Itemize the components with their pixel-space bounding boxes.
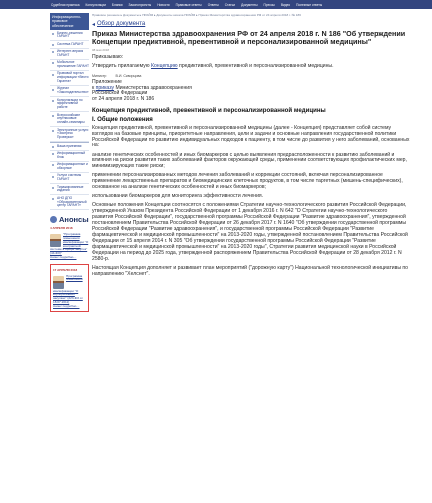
anons-title: Анонсы xyxy=(59,215,89,225)
topnav-item[interactable]: Бланки xyxy=(111,2,123,7)
sidebar-item[interactable]: Ваша приемная xyxy=(50,142,89,150)
back-link-label: Обзор документа xyxy=(97,21,146,27)
announcement-card xyxy=(50,264,89,312)
text-fragment: Министерства здравоохранения xyxy=(114,84,192,91)
paragraph: применении персонализированных методов лечения заболеваний и коррекции состояний, включая персонализированное применение лекарственных препаратов и биомедицинских клеточных продуктов, в том числе таргетных (мишень-специфических), основанное на анализе генетических особенностей и иных биомаркеров; xyxy=(92,172,403,191)
paragraph: Основные положения Концепции соотносятся с положениями Стратегии научно-технологического развития Российской Федерации, утвержденной Указом Президента Российской Федерации от 1 декабря 2016 г. N 642 "О Стратегии научно-технологического развития Российской Федерации", государственной программы Российской Федерации "Развитие здравоохранения", утвержденной постановлением Правительства Российской Федерации от 26 декабря 2017 г. N 1640 "Об утверждении государственной программы Российской Федерации "Развитие здравоохранения", и государственной программы Российской Федерации "Развитие фармацевтической и медицинской промышленности" на 2013-2020 годы, утвержденной постановлением Правительства Российской Федерации от 15 апреля 2014 г. N 305 "Об утверждении государственной программы Российской Федерации "Развитие фармацевтической и медицинской промышленности" на 2013-2020 годы", Стратегии развития медицинской науки в Российской Федерации на период до 2025 года, утвержденной распоряжением Правительства Российской Федерации от 28 декабря 2012 г. N 2580-р. xyxy=(92,202,408,262)
announcement-icon xyxy=(50,216,57,223)
left-sidebar xyxy=(50,13,89,312)
topnav-item[interactable]: Документы xyxy=(241,2,258,7)
top-navigation-bar xyxy=(0,0,432,9)
topnav-item[interactable]: Ответы xyxy=(207,2,219,7)
sidebar-item[interactable]: Интернет-версия ГАРАНТ xyxy=(50,49,89,60)
topnav-item[interactable]: Законопроекты xyxy=(128,2,152,7)
topnav-item[interactable]: Полезные ответы xyxy=(296,2,323,7)
signature-row xyxy=(92,74,410,78)
sidebar-item[interactable]: Услуги системы ГАРАНТ xyxy=(50,173,89,184)
topnav-item[interactable]: Консультации xyxy=(85,2,106,7)
announcement-link[interactable]: "Программа повышения квалификации "О контрактной системе в сфере закупок" (44-ФЗ)" xyxy=(50,232,89,256)
sidebar-item[interactable]: Консультации по эффективной работе xyxy=(50,97,89,112)
topnav-item[interactable]: Правовые ответы xyxy=(175,2,202,7)
topnav-item[interactable]: Судебная практика xyxy=(51,2,80,7)
order-word: Приказываю: xyxy=(92,54,124,61)
document-date: 08 мая 2018 xyxy=(92,48,110,52)
appendix-line: Российской Федерации xyxy=(92,90,148,97)
paragraph: анализе генетических особенностей и иных биомаркеров с целью выявления предрасположенности к развитию заболеваний и влияния на риски развития таких заболеваний факторов окружающей среды, применении соответствующих профилактических мер, минимизирующих такие риски; xyxy=(92,151,407,170)
sidebar-item[interactable]: Тиражированные издания xyxy=(50,184,89,195)
document-content xyxy=(92,13,410,278)
appendix-block xyxy=(92,80,410,102)
anons-heading xyxy=(50,215,89,224)
announcement-more-link[interactable]: Анонс подробно… xyxy=(53,303,80,308)
approve-paragraph xyxy=(92,64,410,70)
minister-name: В.И. Скворцова xyxy=(115,74,142,79)
text-fragment: предиктивной, превентивной и персонализированной медицины. xyxy=(177,63,334,70)
arrow-left-icon: ◂ xyxy=(92,21,96,28)
appendix-line: Приложение xyxy=(92,79,122,86)
paragraph: использовании биомаркеров для мониторинга эффективности лечения. xyxy=(92,193,264,200)
back-to-overview-link[interactable] xyxy=(92,20,410,28)
text-fragment: Утвердить прилагаемую xyxy=(92,63,151,70)
sidebar-item[interactable]: Правовой портал информации «Вести Гаранта» xyxy=(50,71,89,86)
announcement-more-link[interactable]: Анонс подробно… xyxy=(50,255,77,259)
sidebar-heading: Информационно-правовое обеспечение xyxy=(50,13,89,30)
topnav-item[interactable]: Видео xyxy=(280,2,291,7)
text-fragment: к xyxy=(92,84,96,91)
sidebar-item[interactable]: Электронные услуги «Экспресс Проверка» xyxy=(50,127,89,142)
topnav-item[interactable]: Прессы xyxy=(263,2,275,7)
sidebar-item[interactable]: Журнал «Законодательство» xyxy=(50,86,89,97)
announcement-date: 17 АПРЕЛЯ 2018 xyxy=(53,267,78,272)
sidebar-item[interactable]: Информационный блок xyxy=(50,151,89,162)
concept-title: Концепция предиктивной, превентивной и персонализированной медицины xyxy=(92,106,326,114)
sidebar-item[interactable]: Система ГАРАНТ xyxy=(50,41,89,48)
paragraph: Настоящая Концепция дополняет и развивает план мероприятий ("дорожную карту") Национальной технологической инициативы по направлению "Хелснет". xyxy=(92,264,408,277)
section-heading: I. Общие положения xyxy=(92,115,153,123)
topnav-item[interactable]: Статьи xyxy=(224,2,236,7)
sidebar-item[interactable]: АНО ДПО «Образовательный центр ГАРАНТ» xyxy=(50,195,89,210)
speaker-photo xyxy=(50,234,61,247)
announcement-date: 4 АПРЕЛЯ 2018 xyxy=(50,226,73,231)
minister-role: Министр xyxy=(92,74,107,79)
concept-link[interactable]: Концепцию xyxy=(150,63,178,70)
appendix-line: от 24 апреля 2018 г. N 186 xyxy=(92,95,155,102)
order-link[interactable]: приказу xyxy=(95,84,115,91)
topnav-item[interactable]: Новости xyxy=(157,2,170,7)
announcement-link[interactable]: Программа повышения квалификации "О корпоративных закупках" (223-ФЗ от 18.07.2011) xyxy=(53,273,83,304)
announcement-card xyxy=(50,227,89,259)
sidebar-item[interactable]: Всероссийские спутниковые онлайн-семинары xyxy=(50,112,89,127)
paragraph: Концепция предиктивной, превентивной и персонализированной медицины (далее - Концепция) представляет собой систему взглядов на базовые принципы, приоритетные направления, цели и задачи и основные направления государственной политики Российской Федерации по развитию индивидуальных подходов к пациенту, в том числе до развития у него заболеваний, основанных на: xyxy=(92,124,410,149)
sidebar-item[interactable]: Бизнес-решения ГАРАНТ xyxy=(50,30,89,41)
speaker-photo xyxy=(53,276,64,289)
sidebar-item[interactable]: Информационные и обзорные xyxy=(50,162,89,173)
document-title: Приказ Министерства здравоохранения РФ от 24 апреля 2018 г. N 186 "Об утверждении Концепции предиктивной, превентивной и персонализированной медицины" xyxy=(92,29,406,46)
breadcrumb[interactable]: Правовое решение ▸ Документы ▸ ПРАЙМ ▸ Документы начала ПРАЙМ ▸ Приказ Министерства здравоохранения РФ от 24 апреля 2018 г. № 186 xyxy=(92,13,301,17)
sidebar-item[interactable]: Мобильное приложение ГАРАНТ xyxy=(50,60,89,71)
